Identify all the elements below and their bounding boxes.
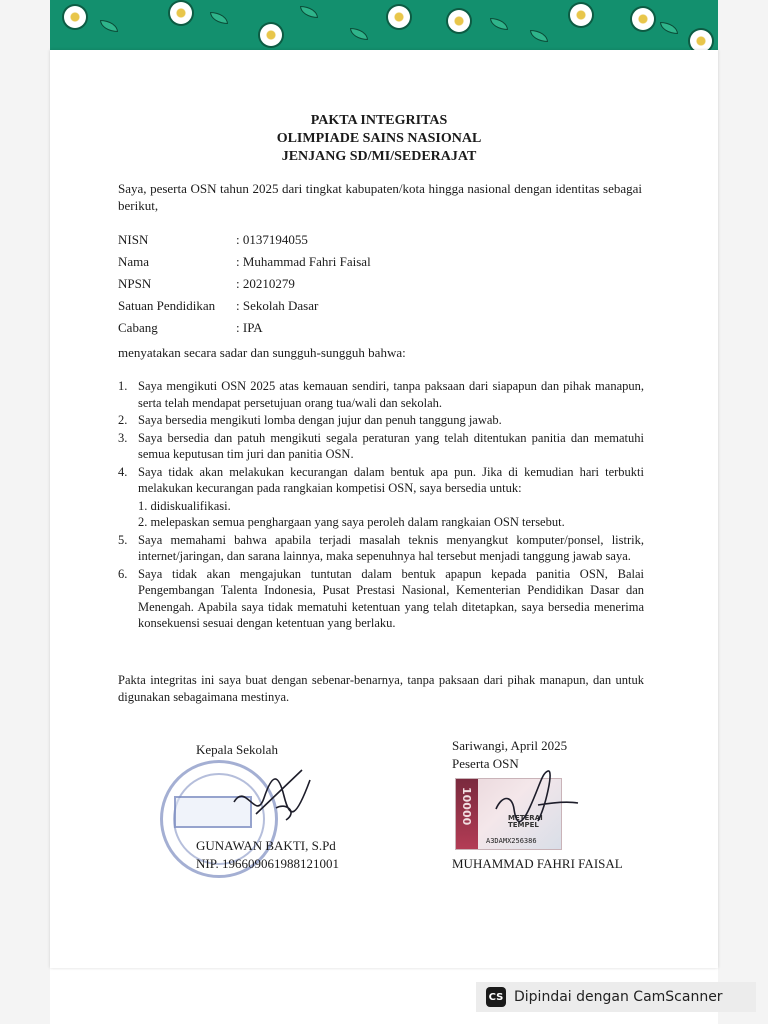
principal-name: GUNAWAN BAKTI, S.Pd	[196, 838, 336, 853]
identity-value: : 20210279	[236, 276, 295, 291]
item-text: Saya tidak akan mengajukan tuntutan dalam bentuk apapun kepada panitia OSN, Balai Pengembangan Talenta Indonesia, Pusat Prestasi Nasional, Kementerian Pendidikan Dasar dan Menengah. Apabila saya tidak mematuhi ketentuan yang telah ditetapkan, saya bersedia menerima konsekuensi sesuai dengan ketentuan yang berlaku.	[138, 566, 644, 630]
identity-row	[118, 276, 371, 298]
item-text: Saya bersedia mengikuti lomba dengan jujur dan penuh tanggung jawab.	[138, 413, 502, 427]
identity-table	[118, 232, 371, 342]
intro-paragraph: Saya, peserta OSN tahun 2025 dari tingkat kabupaten/kota hingga nasional dengan identitas sebagai berikut,	[118, 181, 642, 213]
identity-key: NPSN	[118, 276, 152, 291]
item-number: 4.	[118, 464, 128, 479]
camscanner-logo: CS	[486, 987, 506, 1007]
participant-signature	[490, 765, 580, 845]
pledge-list	[118, 378, 644, 633]
sub-item: 1. didiskualifikasi.	[138, 498, 231, 513]
list-item	[118, 430, 644, 463]
title-line-3: JENJANG SD/MI/SEDERAJAT	[281, 149, 477, 164]
principal-title: Kepala Sekolah	[196, 742, 278, 757]
list-item	[118, 412, 644, 429]
closing-paragraph: Pakta integritas ini saya buat dengan sebenar-benarnya, tanpa paksaan dari pihak manapun, dan untuk digunakan sebagaimana mestinya.	[118, 673, 644, 704]
sub-item: 2. melepaskan semua penghargaan yang saya peroleh dalam rangkaian OSN tersebut.	[138, 515, 565, 529]
title-line-2: OLIMPIADE SAINS NASIONAL	[276, 131, 482, 146]
item-number: 2.	[118, 413, 128, 427]
identity-value: : Muhammad Fahri Faisal	[236, 254, 371, 269]
list-item	[118, 566, 644, 632]
identity-value: : IPA	[236, 320, 263, 335]
item-text: Saya tidak akan melakukan kecurangan dalam bentuk apa pun. Jika di kemudian hari terbukti melakukan kecurangan pada rangkaian kompetisi OSN, saya bersedia untuk:	[138, 464, 644, 495]
item-number: 6.	[118, 566, 128, 581]
item-number: 3.	[118, 430, 128, 445]
participant-title: Peserta OSN	[452, 756, 519, 771]
list-item	[118, 464, 644, 497]
identity-key: Cabang	[118, 320, 158, 335]
item-number: 5.	[118, 532, 128, 547]
identity-key: Nama	[118, 254, 150, 269]
item-text: Saya bersedia dan patuh mengikuti segala peraturan yang telah ditentukan panitia dan mematuhi semua keputusan tim juri dan panitia OSN.	[138, 430, 644, 461]
identity-value: : Sekolah Dasar	[236, 298, 319, 313]
identity-key: NISN	[118, 232, 149, 247]
principal-nip: NIP. 196609061988121001	[196, 856, 340, 871]
revenue-stamp-label: METERAI TEMPEL	[508, 814, 543, 829]
identity-row	[118, 232, 371, 254]
item-number: 1.	[118, 379, 128, 393]
participant-name: MUHAMMAD FAHRI FAISAL	[452, 856, 623, 871]
statement-line: menyatakan secara sadar dan sungguh-sungguh bahwa:	[118, 345, 406, 360]
identity-value: : 0137194055	[236, 232, 308, 247]
identity-row	[118, 320, 371, 342]
identity-key: Satuan Pendidikan	[118, 298, 216, 313]
title-line-1: PAKTA INTEGRITAS	[310, 113, 448, 128]
identity-row	[118, 254, 371, 276]
camscanner-watermark	[476, 982, 756, 1012]
list-item	[118, 532, 644, 565]
place-date: Sariwangi, April 2025	[452, 738, 568, 753]
revenue-stamp-serial: A3DAMX256386	[486, 837, 537, 845]
list-item	[118, 378, 644, 411]
revenue-stamp-value: 10000	[460, 787, 473, 826]
camscanner-text: Dipindai dengan CamScanner	[514, 989, 723, 1005]
document-title	[0, 112, 768, 166]
item-text: Saya mengikuti OSN 2025 atas kemauan sendiri, tanpa paksaan dari siapapun dan pihak manapun, serta telah mendapat persetujuan orang tua/wali dan sekolah.	[138, 379, 644, 410]
principal-signature	[226, 762, 316, 832]
item-text: Saya memahami bahwa apabila terjadi masalah teknis menyangkut komputer/ponsel, listrik, internet/jaringan, dan sarana lainnya, maka sepenuhnya hal tersebut menjadi tanggung jawab saya.	[138, 532, 644, 563]
identity-row	[118, 298, 371, 320]
